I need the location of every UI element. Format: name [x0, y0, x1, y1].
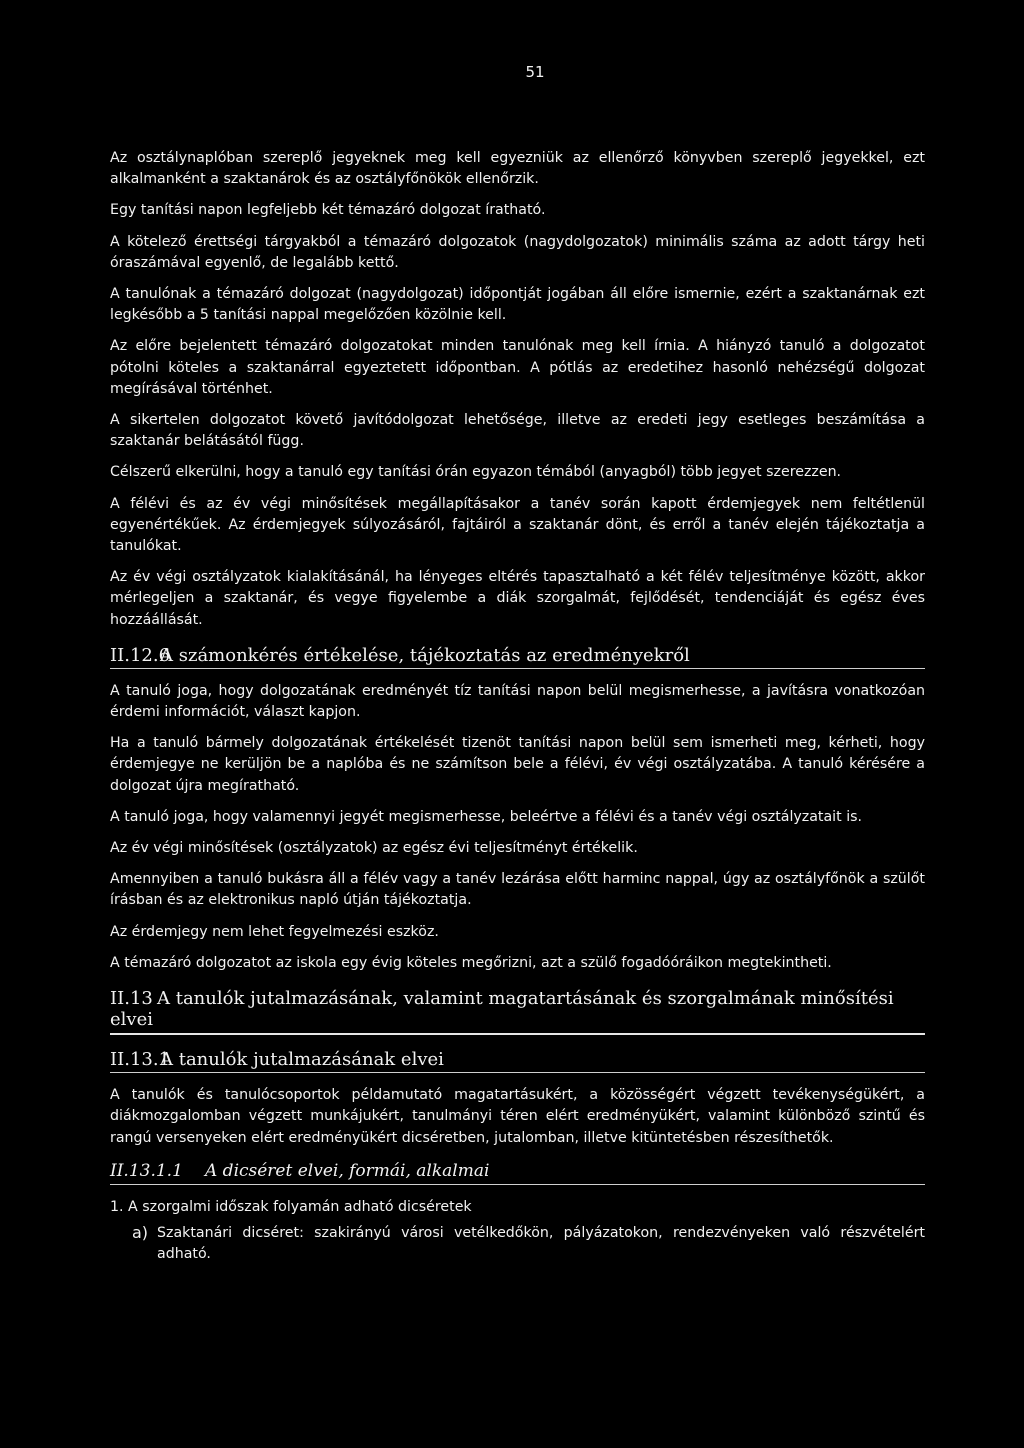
section-number: II.12.6 [110, 644, 171, 666]
list-marker: a) [132, 1222, 149, 1242]
section-title: A dicséret elvei, formái, alkalmai [205, 1160, 490, 1181]
paragraph: A félévi és az év végi minősítések megállapításakor a tanév során kapott érdemjegyek nem feltétlenül egyenértékűek. Az érdemjegyek súlyozásáról, fajtáiról a szaktanár dönt, és erről a tanév elején tájékoztatja a tanulókat. [110, 495, 925, 555]
section-heading-ii-13 [110, 988, 925, 1035]
paragraph: A kötelező érettségi tárgyakból a témazáró dolgozatok (nagydolgozatok) minimális száma az adott tárgy heti óraszámával egyenlő, de legalább kettő. [110, 233, 925, 271]
paragraph: Ha a tanuló bármely dolgozatának értékelését tizenöt tanítási napon belül sem ismerheti meg, kérheti, hogy érdemjegye ne kerüljön be a naplóba és ne számítson bele a félévi, év végi osztályzatába. A tanuló kérésére a dolgozat újra megíratható. [110, 735, 925, 794]
section-heading-ii-12-6 [110, 645, 925, 669]
section-number: II.13 [110, 988, 153, 1010]
paragraph: Célszerű elkerülni, hogy a tanuló egy tanítási órán egyazon témából (anyagból) több jegyet szerezzen. [110, 464, 842, 481]
paragraph: Az osztálynaplóban szereplő jegyeknek meg kell egyezniük az ellenőrző könyvben szereplő jegyekkel, ezt alkalmanként a szaktanárok és az osztályfőnökök ellenőrzik. [110, 150, 925, 188]
section-title: A tanulók jutalmazásának elvei [160, 1049, 444, 1071]
section-heading-ii-13-1 [110, 1049, 925, 1073]
paragraph: A sikertelen dolgozatot követő javítódolgozat lehetősége, illetve az eredeti jegy esetleges beszámítása a szaktanár belátásától függ. [110, 412, 925, 450]
document-body [110, 148, 925, 1265]
paragraph: A tanulónak a témazáró dolgozat (nagydolgozat) időpontját jogában áll előre ismernie, ezért a szaktanárnak ezt legkésőbb a 5 tanítási nappal megelőzően közölnie kell. [110, 286, 925, 324]
sublist [110, 1223, 925, 1265]
paragraph: A tanulók és tanulócsoportok példamutató magatartásukért, a közösségért végzett tevékenységükért, a diákmozgalomban végzett munkájukért, tanulmányi téren elért eredményükért, valamint különböző szintű és rangú versenyeken elért eredményükért dicséretben, jutalomban, illetve kitüntetésben részesíthetők. [110, 1087, 925, 1146]
list-item-text: Szaktanári dicséret: szakirányú városi vetélkedőkön, pályázatokon, rendezvényeken való részvételért adható. [157, 1224, 925, 1263]
section-heading-ii-13-1-1 [110, 1161, 925, 1185]
section-number: II.13.1.1 [110, 1160, 183, 1181]
paragraph: A tanuló joga, hogy dolgozatának eredményét tíz tanítási napon belül megismerhesse, a javításra vonatkozóan érdemi információt, választ kapjon. [110, 682, 925, 721]
page-number: 51 [525, 63, 545, 81]
paragraph: Egy tanítási napon legfeljebb két témazáró dolgozat íratható. [110, 202, 546, 219]
paragraph: Az év végi minősítések (osztályzatok) az egész évi teljesítményt értékelik. [110, 840, 638, 857]
list-heading: 1. A szorgalmi időszak folyamán adható dicséretek [110, 1198, 472, 1215]
list-item [132, 1223, 925, 1265]
section-title: A tanulók jutalmazásának, valamint magatartásának és szorgalmának minősítési elvei [110, 988, 894, 1031]
section-title: A számonkérés értékelése, tájékoztatás az eredményekről [160, 644, 690, 666]
paragraph: Az év végi osztályzatok kialakításánál, ha lényeges eltérés tapasztalható a két félév teljesítménye között, akkor mérlegeljen a szaktanár, és vegye figyelembe a diák szorgalmát, fejlődését, tendenciáját és egész éves hozzáállását. [110, 569, 925, 628]
paragraph: Az előre bejelentett témazáró dolgozatokat minden tanulónak meg kell írnia. A hiányzó tanuló a dolgozatot pótolni köteles a szaktanárral egyeztetett időpontban. A pótlás az eredetihez hasonló nehézségű dolgozat megírásával történhet. [110, 338, 925, 397]
paragraph: A témazáró dolgozatot az iskola egy évig köteles megőrizni, azt a szülő fogadóóráikon megtekintheti. [110, 954, 832, 971]
paragraph: A tanuló joga, hogy valamennyi jegyét megismerhesse, beleértve a félévi és a tanév végi osztályzatait is. [110, 808, 863, 825]
paragraph: Amennyiben a tanuló bukásra áll a félév vagy a tanév lezárása előtt harminc nappal, úgy az osztályfőnök a szülőt írásban és az elektronikus napló útján tájékoztatja. [110, 871, 925, 909]
section-number: II.13.1 [110, 1049, 171, 1071]
paragraph: Az érdemjegy nem lehet fegyelmezési eszköz. [110, 923, 439, 940]
